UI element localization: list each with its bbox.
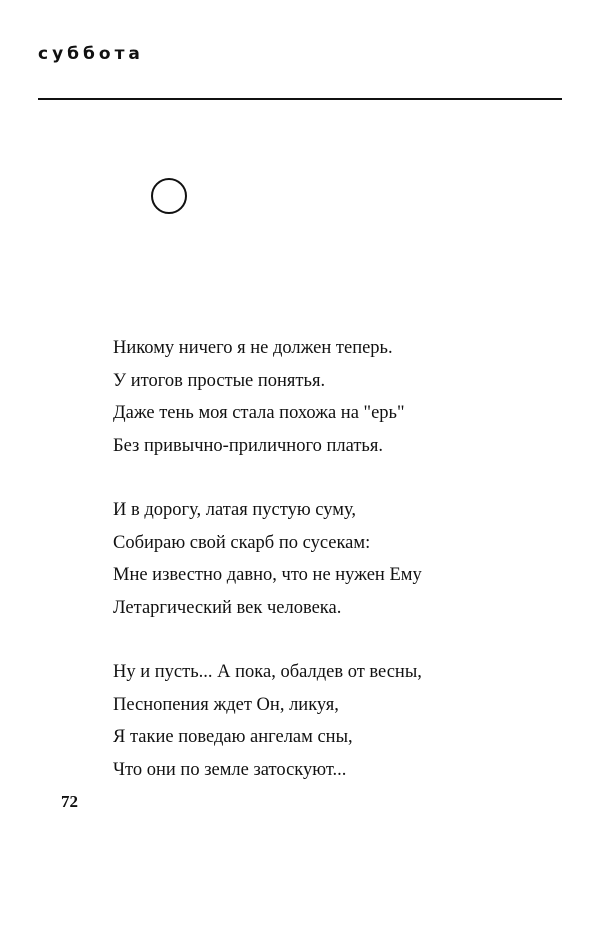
poem-line: Собираю свой скарб по сусекам: <box>113 532 371 553</box>
poem-line: У итогов простые понятья. <box>113 370 326 391</box>
stanza-1 <box>113 336 422 466</box>
page-number: 72 <box>61 792 78 811</box>
circle-ornament-icon <box>151 178 187 214</box>
poem-line: Без привычно-приличного платья. <box>113 435 383 456</box>
poem-line: И в дорогу, латая пустую суму, <box>113 500 356 520</box>
poem <box>113 336 422 822</box>
poem-line: Мне известно давно, что не нужен Ему <box>113 565 422 585</box>
stanza-3 <box>113 660 422 790</box>
poem-line: Летаргический век человека. <box>113 597 342 618</box>
poem-line: Ну и пусть... А пока, обалдев от весны, <box>113 662 422 682</box>
poem-line: Песнопения ждет Он, ликуя, <box>113 694 339 715</box>
poem-line: Что они по земле затоскуют... <box>113 759 347 780</box>
stanza-2 <box>113 498 422 628</box>
poem-line: Я такие поведаю ангелам сны, <box>113 727 353 747</box>
section-title: суббота <box>38 44 144 64</box>
poem-line: Никому ничего я не должен теперь. <box>113 338 393 358</box>
header-divider <box>38 98 562 100</box>
poem-line: Даже тень моя стала похожа на "ерь" <box>113 403 405 423</box>
